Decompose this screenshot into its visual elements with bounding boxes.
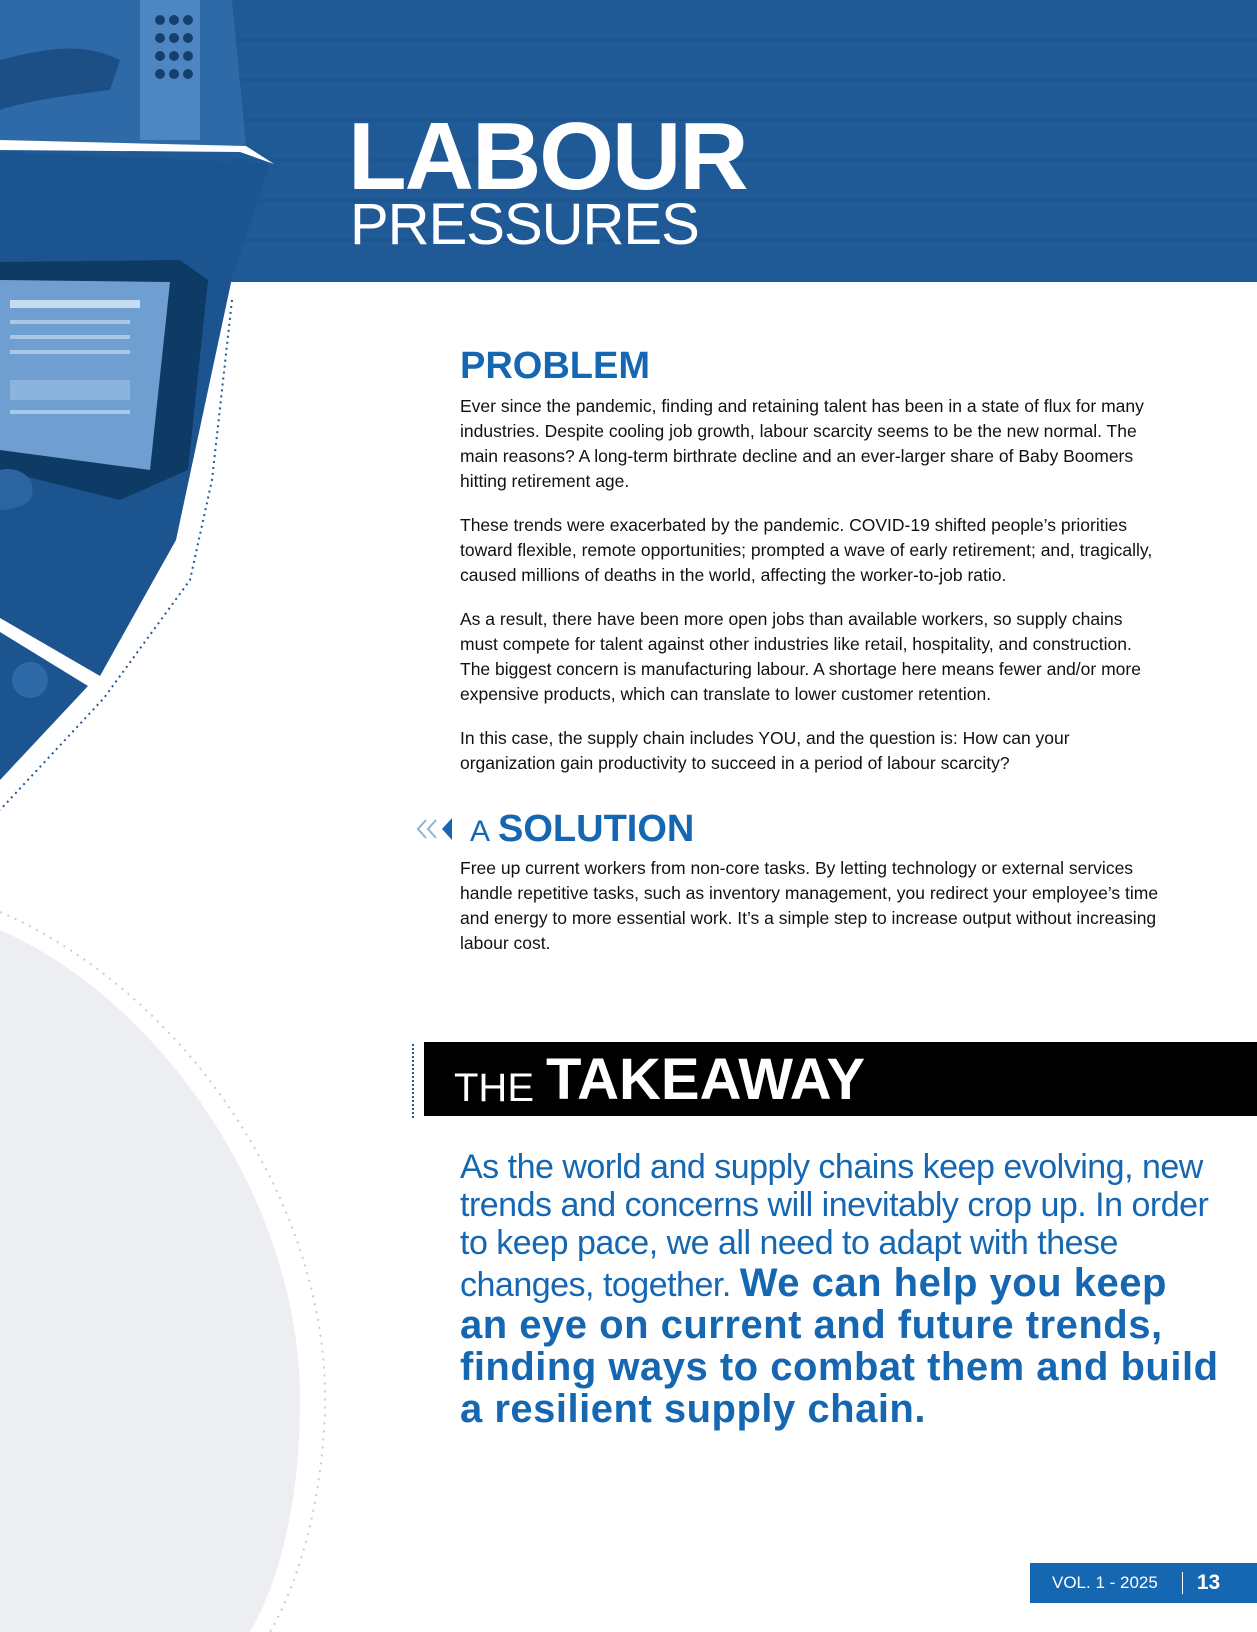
takeaway-prefix: THE [454, 1066, 534, 1110]
page-subtitle: PRESSURES [350, 192, 699, 257]
takeaway-dotted-rule [412, 1044, 414, 1118]
takeaway-text-regular: As the world and supply chains keep evolving, new trends and concerns will inevitably crop up. In order to keep pace, we all need to adapt with these changes, together. [460, 1148, 1209, 1304]
solution-heading: SOLUTION [498, 808, 695, 850]
problem-paragraph-2: These trends were exacerbated by the pandemic. COVID-19 shifted people’s priorities toward flexible, remote opportunities; prompted a wave of early retirement; and, tragically, caused millions of deaths in the world, affecting the worker-to-job ratio. [460, 515, 1153, 585]
takeaway-text-bold: We can help you keep an eye on current and future trends, finding ways to combat them and build a resilient supply chain. [460, 1261, 1219, 1431]
problem-paragraph-1: Ever since the pandemic, finding and retaining talent has been in a state of flux for many industries. Despite cooling job growth, labour scarcity seems to be the new normal. The main reasons? A long-term birthrate decline and an ever-larger share of Baby Boomers hitting retirement age. [460, 396, 1144, 491]
page-number: 13 [1196, 1571, 1221, 1594]
page-title: LABOUR [348, 103, 747, 210]
problem-heading: PROBLEM [460, 345, 650, 387]
volume-label: VOL. 1 - 2025 [1052, 1573, 1158, 1592]
solution-heading-row [412, 808, 694, 850]
solution-prefix: A [470, 815, 491, 848]
takeaway-heading: TAKEAWAY [546, 1047, 866, 1112]
footer-divider [1182, 1572, 1183, 1594]
problem-paragraph-4: In this case, the supply chain includes YOU, and the question is: How can your organization gain productivity to succeed in a period of labour scarcity? [460, 728, 1070, 773]
takeaway-text [460, 1148, 1220, 1430]
double-chevron-left-icon [412, 814, 470, 844]
solution-paragraph: Free up current workers from non-core tasks. By letting technology or external services handle repetitive tasks, such as inventory management, you redirect your employee’s time and energy to more essential work. It’s a simple step to increase output without increasing labour cost. [460, 858, 1159, 953]
page-footer [1030, 1563, 1257, 1603]
problem-paragraph-3: As a result, there have been more open jobs than available workers, so supply chains must compete for talent against other industries like retail, hospitality, and construction. The biggest concern is manufacturing labour. A shortage here means fewer and/or more expensive products, which can translate to lower customer retention. [460, 609, 1141, 704]
